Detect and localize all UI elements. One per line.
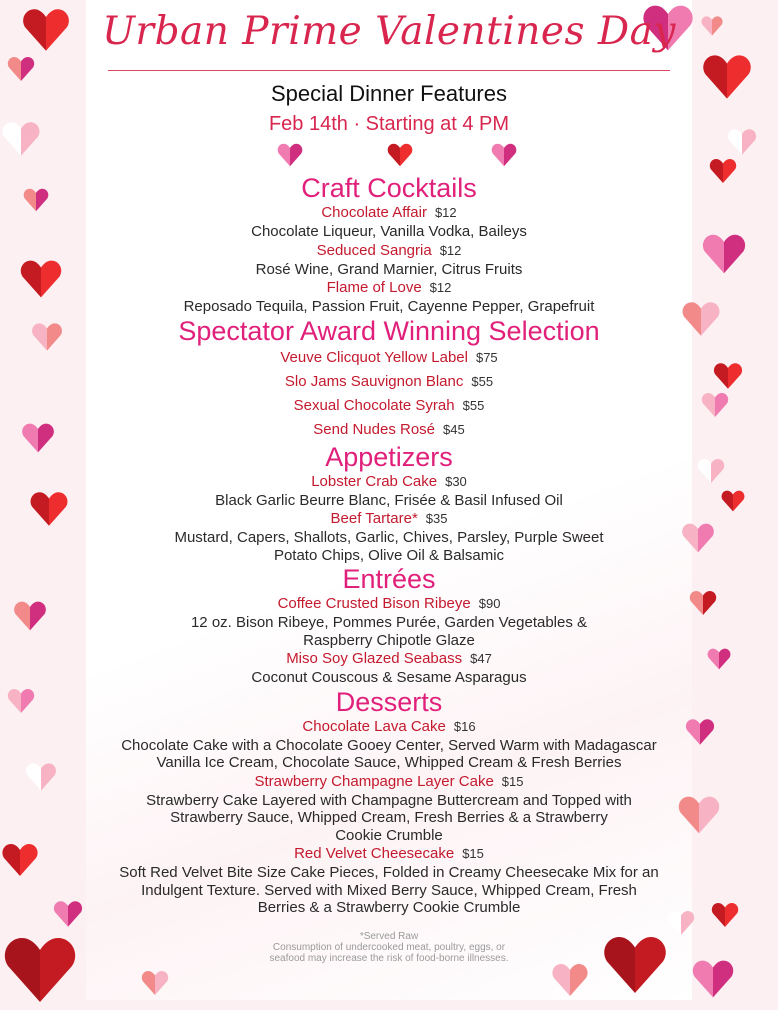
heart-icon <box>710 900 740 930</box>
item-description: 12 oz. Bison Ribeye, Pommes Purée, Garden Vegetables & <box>190 614 588 631</box>
heart-icon <box>708 156 738 186</box>
item-description: Strawberry Cake Layered with Champagne Buttercream and Topped with <box>146 791 632 809</box>
item-name: Red Velvet Cheesecake <box>294 845 455 862</box>
title-divider <box>108 70 670 71</box>
heart-icon <box>12 598 48 634</box>
heart-icon <box>22 186 50 214</box>
item-name: Coffee Crusted Bison Ribeye <box>277 595 471 612</box>
item-description: Potato Chips, Olive Oil & Balsamic <box>273 546 505 564</box>
item-price: $16 <box>453 718 476 734</box>
menu-item <box>86 394 692 418</box>
item-price: $15 <box>501 773 524 789</box>
heart-icon <box>700 230 748 278</box>
menu-item <box>86 241 692 261</box>
heart-icon <box>696 456 726 486</box>
item-price: $45 <box>443 421 465 437</box>
item-price: $12 <box>429 280 452 295</box>
item-name: Veuve Clicquot Yellow Label <box>280 348 468 366</box>
heart-icon <box>700 390 730 420</box>
item-description: Black Garlic Beurre Blanc, Frisée & Basil Infused Oil <box>215 491 563 509</box>
item-price: $30 <box>445 473 467 489</box>
menu-item <box>86 594 692 614</box>
item-description: Cookie Crumble <box>335 826 443 844</box>
item-name: Flame of Love <box>326 279 422 296</box>
item-price: $35 <box>425 511 448 526</box>
menu-item <box>86 717 692 737</box>
heart-icon <box>28 488 70 530</box>
item-name: Chocolate Affair <box>321 204 427 221</box>
item-price: $55 <box>471 373 494 389</box>
section-title: Desserts <box>335 686 443 717</box>
item-name: Lobster Crab Cake <box>311 472 438 490</box>
item-name: Miso Soy Glazed Seabass <box>286 650 463 667</box>
heart-icon <box>700 50 754 104</box>
heart-icon <box>712 360 744 392</box>
menu-item <box>86 346 692 370</box>
heart-icon <box>706 646 732 672</box>
section-title: Entrées <box>342 564 436 594</box>
item-name: Slo Jams Sauvignon Blanc <box>284 372 464 390</box>
heart-icon <box>700 14 724 38</box>
heart-icon <box>20 420 56 456</box>
heart-icon <box>386 141 414 169</box>
heart-icon <box>0 118 42 160</box>
item-description: Raspberry Chipotle Glaze <box>303 631 475 649</box>
item-description: Rosé Wine, Grand Marnier, Citrus Fruits <box>255 260 523 278</box>
item-name: Chocolate Lava Cake <box>302 717 446 735</box>
heart-icon <box>688 588 718 618</box>
page-title: Urban Prime Valentines Day <box>102 9 676 54</box>
menu-item <box>86 203 692 223</box>
item-name: Send Nudes Rosé <box>313 420 436 438</box>
menu-item <box>86 772 692 792</box>
item-price: $90 <box>478 596 501 611</box>
menu-item <box>86 844 692 864</box>
menu-item <box>86 472 692 492</box>
item-price: $15 <box>462 846 484 861</box>
heart-icon <box>690 956 736 1002</box>
item-description: Coconut Couscous & Sesame Asparagus <box>251 669 527 686</box>
item-description: Reposado Tequila, Passion Fruit, Cayenne Pepper, Grapefruit <box>183 298 595 315</box>
item-description: Vanilla Ice Cream, Chocolate Sauce, Whipped Cream & Fresh Berries <box>156 754 622 771</box>
item-description: Indulgent Texture. Served with Mixed Berry Sauce, Whipped Cream, Fresh <box>141 881 637 899</box>
footer-line: Consumption of undercooked meat, poultry, eggs, or <box>272 941 506 953</box>
item-price: $75 <box>475 349 498 365</box>
footer-line: seafood may increase the risk of food-borne illnesses. <box>269 952 509 964</box>
heart-icon <box>18 256 64 302</box>
item-name: Seduced Sangria <box>316 241 432 259</box>
heart-icon <box>0 930 80 1010</box>
item-description: Chocolate Liqueur, Vanilla Vodka, Baileys <box>251 223 527 240</box>
item-description: Soft Red Velvet Bite Size Cake Pieces, Folded in Creamy Cheesecake Mix for an <box>119 864 659 881</box>
menu-item <box>86 370 692 394</box>
heart-icon <box>490 141 518 169</box>
heart-icon <box>0 840 40 880</box>
heart-icon <box>726 126 758 158</box>
event-date: Feb 14th · Starting at 4 PM <box>268 113 510 135</box>
heart-icon <box>550 960 590 1000</box>
item-price: $47 <box>470 651 492 666</box>
item-price: $12 <box>434 205 457 220</box>
menu-item <box>86 278 692 298</box>
item-name: Sexual Chocolate Syrah <box>293 396 455 414</box>
menu-item <box>86 509 692 529</box>
section-title: Spectator Award Winning Selection <box>178 315 600 346</box>
item-name: Strawberry Champagne Layer Cake <box>254 772 494 790</box>
menu-item <box>86 418 692 442</box>
menu-sections <box>86 173 692 917</box>
item-description: Strawberry Sauce, Whipped Cream, Fresh Berries & a Strawberry <box>170 809 608 826</box>
header-hearts <box>86 137 692 173</box>
section-title: Craft Cocktails <box>301 173 477 203</box>
item-description: Berries & a Strawberry Cookie Crumble <box>257 899 521 916</box>
heart-icon <box>30 320 64 354</box>
heart-icon <box>6 54 36 84</box>
section-title: Appetizers <box>325 441 453 472</box>
menu-content <box>86 0 692 964</box>
heart-icon <box>52 898 84 930</box>
heart-icon <box>6 686 36 716</box>
heart-icon <box>276 141 304 169</box>
item-price: $12 <box>439 242 462 258</box>
heart-icon <box>24 760 58 794</box>
heart-icon <box>720 488 746 514</box>
item-description: Mustard, Capers, Shallots, Garlic, Chives, Parsley, Purple Sweet <box>174 529 604 546</box>
heart-icon <box>20 4 72 56</box>
footer-line: *Served Raw <box>359 930 419 942</box>
subtitle: Special Dinner Features <box>270 81 507 106</box>
menu-item <box>86 649 692 669</box>
footer-notice <box>86 931 692 964</box>
heart-icon <box>140 968 170 998</box>
item-name: Beef Tartare* <box>330 510 418 527</box>
item-price: $55 <box>462 397 485 413</box>
item-description: Chocolate Cake with a Chocolate Gooey Center, Served Warm with Madagascar <box>121 736 657 754</box>
